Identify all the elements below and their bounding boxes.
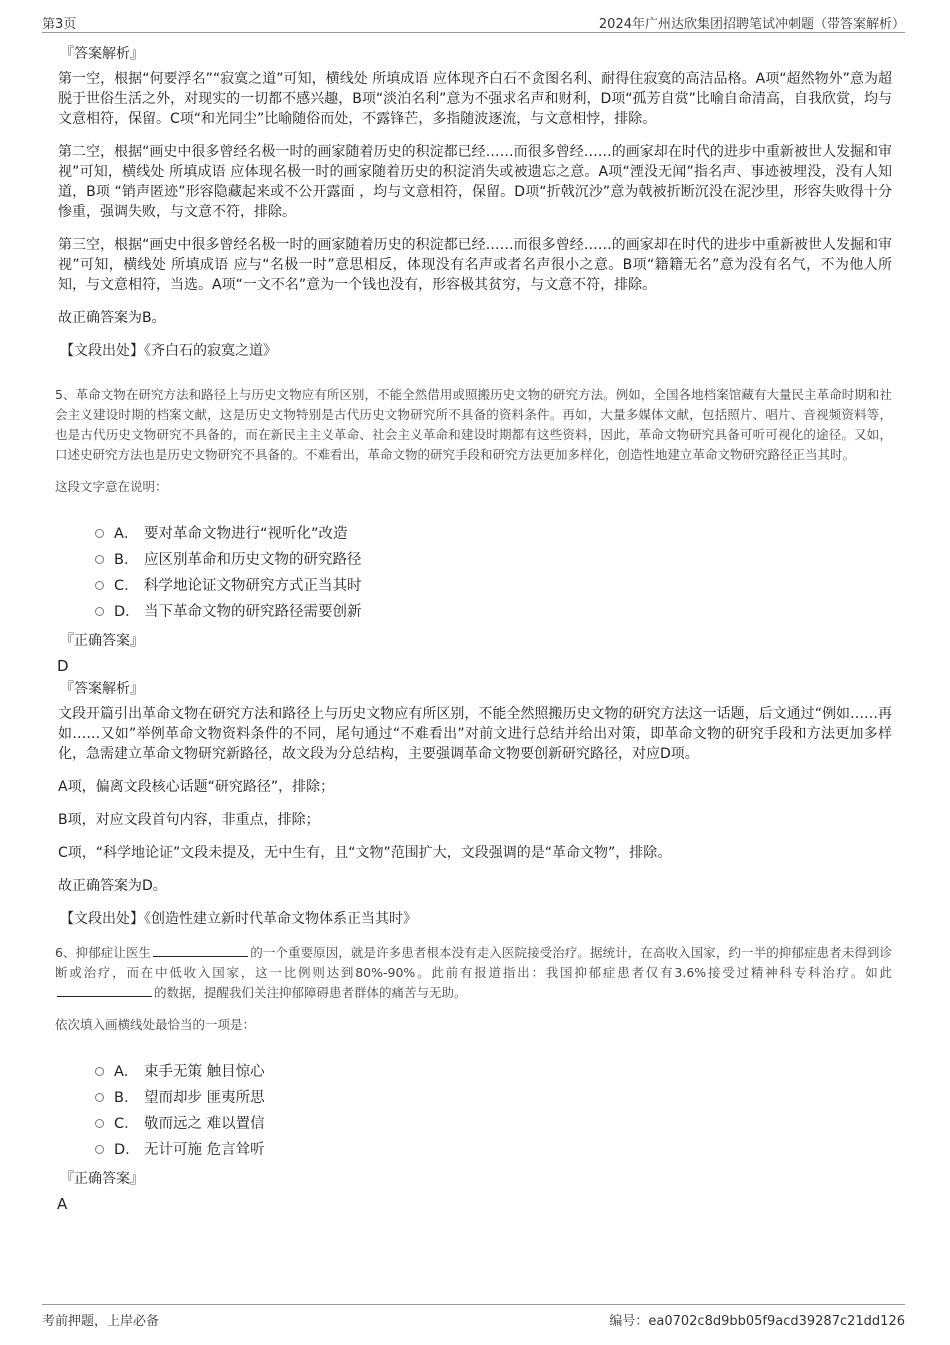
option-text: 科学地论证文物研究方式正当其时 [144,577,362,594]
q5-conclusion: 故正确答案为D。 [58,878,167,894]
q6-option-d[interactable] [95,1135,892,1161]
q4-analysis-paragraph-3: 第三空，根据“画史中很多曾经名极一时的画家随着历史的积淀都已经……而很多曾经……的画家却在时代的进步中重新被世人发掘和审视”可知，横线处 所填成语 应与“名极一时”意思相反，体现没有名声或者名声很小之意。B项“籍籍无名”意为没有名气，不为他人所知，与文意相符，当选。A项“一文不名”意为一个钱也没有，形容极其贫穷，与文意不符，排除。 [58,237,892,293]
q6-stem-part-1: 6、抑郁症让医生 [55,945,152,960]
option-text: 敬而远之 难以置信 [144,1115,265,1132]
q4-analysis-label: 『答案解析』 [60,46,144,62]
q5-prompt: 这段文字意在说明： [55,479,168,494]
option-text: 当下革命文物的研究路径需要创新 [144,603,362,620]
option-text: 望而却步 匪夷所思 [144,1089,265,1106]
radio-icon[interactable] [95,607,104,616]
radio-icon[interactable] [95,1093,104,1102]
q6-correct-label: 『正确答案』 [60,1171,144,1187]
radio-icon[interactable] [95,1067,104,1076]
footer-slogan: 考前押题，上岸必备 [42,1314,160,1329]
q4-conclusion: 故正确答案为B。 [58,310,166,326]
q6-stem [55,943,892,1003]
radio-icon[interactable] [95,1119,104,1128]
page-header [42,10,905,33]
page-footer [42,1304,905,1327]
q4-source: 【文段出处】《齐白石的寂寞之道》 [60,343,277,359]
q6-option-a[interactable] [95,1057,892,1083]
option-text: 束手无策 触目惊心 [144,1063,265,1080]
q6-option-c[interactable] [95,1109,892,1135]
q5-analysis-option-b: B项，对应文段首句内容，非重点，排除； [58,812,320,828]
q5-analysis-option-a: A项，偏离文段核心话题“研究路径”，排除； [58,779,335,795]
radio-icon[interactable] [95,1145,104,1154]
radio-icon[interactable] [95,555,104,564]
q5-option-b[interactable] [95,545,892,571]
document-title: 2024年广州达欣集团招聘笔试冲刺题（带答案解析） [598,17,905,32]
q5-analysis-option-c: C项，“科学地论证”文段未提及，无中生有，且“文物”范围扩大，文段强调的是“革命文物”，排除。 [58,845,672,861]
fill-blank-1 [153,944,248,957]
q5-options [95,519,892,623]
option-text: 无计可施 危言耸听 [144,1141,265,1158]
q5-correct-label: 『正确答案』 [60,633,144,649]
q5-option-a[interactable] [95,519,892,545]
option-letter: B． [114,1089,139,1106]
q5-stem: 5、革命文物在研究方法和路径上与历史文物应有所区别，不能全然借用或照搬历史文物的研究方法。例如，全国各地档案馆藏有大量民主革命时期和社会主义建设时期的档案文献，这是历史文物特别是古代历史文物研究所不具备的资料条件。再如，大量多媒体文献，包括照片、唱片、音视频资料等，也是古代历史文物研究不具备的，而在新民主主义革命、社会主义革命和建设时期都有这些资料，因此，革命文物研究具备可听可视化的途径。又如，口述史研究方法也是历史文物研究不具备的。不难看出，革命文物的研究手段和研究方法更加多样化，创造性地建立革命文物研究路径正当其时。 [55,387,892,462]
page-number: 第3页 [42,17,77,32]
radio-icon[interactable] [95,529,104,538]
q5-analysis-paragraph-1: 文段开篇引出革命文物在研究方法和路径上与历史文物应有所区别，不能全然照搬历史文物的研究方法这一话题，后文通过“例如……再如……又如”举例革命文物资料条件的不同，尾句通过“不难看出”对前文进行总结并给出对策，即革命文物的研究手段和方法更加多样化，急需建立革命文物研究新路径，故文段为分总结构，主要强调革命文物要创新研究路径，对应D项。 [58,706,892,762]
q5-correct-answer: D [57,657,69,675]
q6-stem-part-2: 的一个重要原因，就是许多患者根本没有走入医院接受治疗。据统计，在高收入国家，约一半的抑郁症患者未得到诊断或治疗，而在中低收入国家，这一比例则达到80%-90%。此前有报道指出：我国抑郁症患者仅有3.6%接受过精神科专科治疗。如此 [55,945,892,980]
document-body [55,44,892,1216]
option-letter: A． [114,1063,139,1080]
q5-option-c[interactable] [95,571,892,597]
document-id: 编号：ea0702c8d9bb05f9acd39287c21dd126 [609,1314,905,1329]
q6-stem-part-3: 的数据，提醒我们关注抑郁障碍患者群体的痛苦与无助。 [154,985,467,1000]
option-letter: D． [114,603,140,620]
q4-analysis-paragraph-1: 第一空，根据“何要浮名”“寂寞之道”可知，横线处 所填成语 应体现齐白石不贪图名利、耐得住寂寞的高洁品格。A项“超然物外”意为超脱于世俗生活之外，对现实的一切都不感兴趣，B项“淡泊名利”意为不强求名声和财利，D项“孤芳自赏”比喻自命清高，自我欣赏，均与文意相符，保留。C项“和光同尘”比喻随俗而处，不露锋芒，多指随波逐流，与文意相悖，排除。 [58,71,892,127]
q5-analysis-label: 『答案解析』 [60,681,144,697]
q6-prompt: 依次填入画横线处最恰当的一项是： [55,1017,256,1032]
q4-analysis-paragraph-2: 第二空，根据“画史中很多曾经名极一时的画家随着历史的积淀都已经……而很多曾经……的画家却在时代的进步中重新被世人发掘和审视”可知，横线处 所填成语 应体现名极一时的画家随着历史的积淀消失或被遗忘之意。A项“湮没无闻”指名声、事迹被埋没，没有人知道，B项 “销声匿迹”形容隐藏起来或不公开露面 ，均与文意相符，保留。D项“折戟沉沙”意为戟被折断沉没在泥沙里，形容失败得十分惨重，强调失败，与文意不符，排除。 [58,144,892,220]
q5-option-d[interactable] [95,597,892,623]
option-letter: B． [114,551,139,568]
option-text: 要对革命文物进行“视听化”改造 [144,525,348,542]
q5-source: 【文段出处】《创造性建立新时代革命文物体系正当其时》 [60,911,417,927]
option-letter: C． [114,577,139,594]
radio-icon[interactable] [95,581,104,590]
q6-options [95,1057,892,1161]
option-letter: A． [114,525,139,542]
option-letter: C． [114,1115,139,1132]
q6-option-b[interactable] [95,1083,892,1109]
fill-blank-2 [57,984,152,997]
option-text: 应区别革命和历史文物的研究路径 [144,551,362,568]
q6-correct-answer: A [57,1195,68,1213]
option-letter: D． [114,1141,140,1158]
